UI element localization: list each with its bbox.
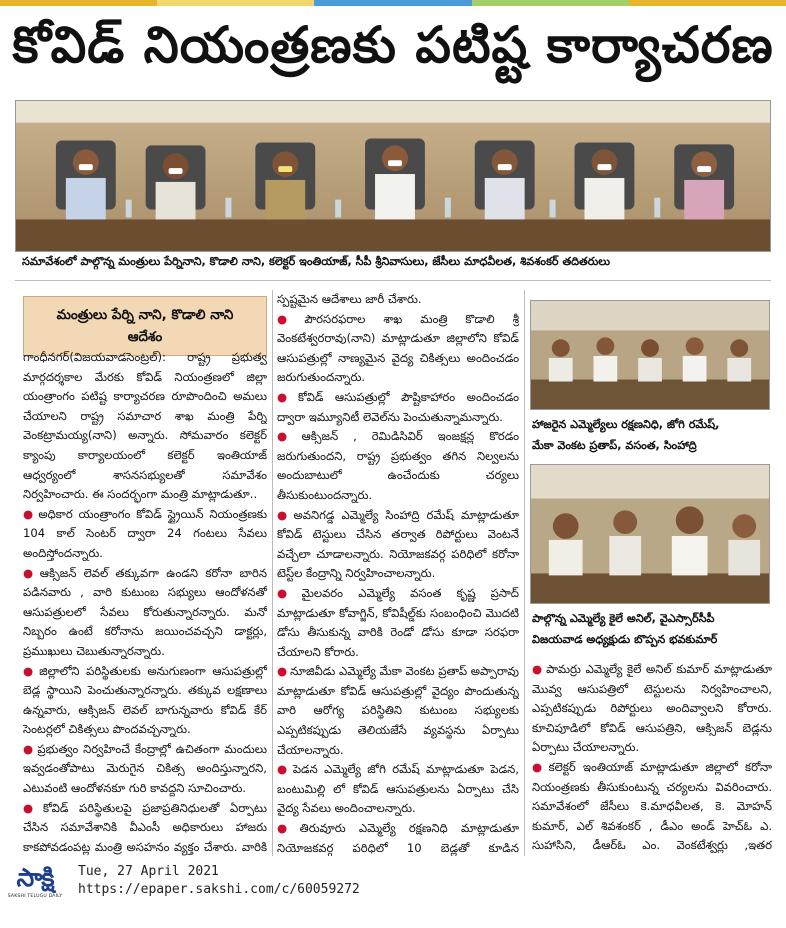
- article-paragraph: [277, 819, 519, 856]
- bullet-icon: ●: [277, 821, 297, 836]
- bullet-icon: ●: [277, 507, 291, 522]
- bullet-icon: ●: [277, 429, 299, 444]
- box-heading-line-2: ఆదేశం: [127, 329, 163, 345]
- box-heading: [23, 296, 267, 356]
- article-paragraph: [277, 427, 519, 505]
- meeting-photo-illustration: [16, 101, 770, 251]
- paragraph-text: ఆక్సిజన్ లెవల్ తక్కువగా ఉండని కరోనా బారిన పడినవారు , వారి కుటుంబ సభ్యులు ఆందోళనతో ఆసుపత్రులలో సేవలు కోరుతున్నారన్నారు. మనో నిబ్బరం ఉంటే కరోనాను జయించవచ్చని డాక్టర్లు, ప్రముఖులు చెబుతున్నారన్నారు.: [23, 565, 267, 658]
- article-paragraph: స్పష్టమైన ఆదేశాలు జారీ చేశారు.: [277, 292, 422, 306]
- paragraph-text: మైలవరం ఎమ్మెల్యే వసంత కృష్ణ ప్రసాద్ మాట్లాడుతూ కోవాగ్జిన్, కోవిషీల్డ్‌కు సంబంధించి మొదటి డోసు తీసుకున్న వారికి రెండో డోసు కూడా సరఫరా చేయాలని కోరారు.: [277, 585, 519, 659]
- mla-photo-2: [530, 464, 770, 604]
- article-paragraph: [277, 388, 519, 427]
- top-bar-segment: [472, 0, 629, 6]
- article-paragraph: గాంధీనగర్(విజయవాడసెంట్రల్): రాష్ట్ర ప్రభుత్వ మార్గదర్శకాల మేరకు కోవిడ్ నియంత్రణలో జిల్లా యంత్రాంగం పటిష్ట కార్యాచరణ రూపొందించి అమలు చేయాలని రాష్ట్ర సమాచార శాఖ మంత్రి పేర్ని వెంకట్రామయ్య(నాని) అన్నారు. సోమవారం కలెక్టర్ క్యాంపు కార్యాలయంలో కలెక్టర్ ఇంతియాజ్ ఆధ్వర్యంలో శాసనసభ్యులతో సమావేశం నిర్వహించారు. ఈ సందర్భంగా మంత్రి మాట్లాడుతూ..: [23, 350, 267, 502]
- column-divider: [272, 290, 273, 856]
- caption-line: విజయవాడ అధ్యక్షుడు బొప్పన భవకుమార్: [532, 633, 718, 646]
- paragraph-text: పౌరసరఫరాల శాఖ మంత్రి కొడాలి శ్రీ వెంకటేశ్వరరావు(నాని) మాట్లాడుతూ జిల్లాలోని కోవిడ్ ఆసుపత్రుల్లో నాణ్యమైన వైద్య చికిత్సలు అందించడం జరుగుతుందన్నారు.: [277, 311, 519, 385]
- mla-photo-1: [530, 300, 770, 410]
- footer: [0, 860, 786, 928]
- bullet-icon: ●: [23, 506, 36, 521]
- article-column-2: [277, 290, 519, 856]
- article-paragraph: [277, 662, 519, 760]
- article-column-3: [532, 660, 772, 856]
- article-paragraph: [277, 310, 519, 388]
- paragraph-text: ప్రభుత్వం నిర్వహించే కేంద్రాల్లో ఉచితంగా మందులు ఇవ్వడంతోపాటు మెరుగైన చికిత్స అందిస్తున్నారని, ఎటువంటి ఆందోళనకూ గురి కావద్దని సూచించారు.: [23, 741, 267, 796]
- bullet-icon: ●: [277, 762, 290, 777]
- article-paragraph: [277, 584, 519, 662]
- main-meeting-photo: [15, 100, 771, 252]
- paragraph-text: అవనిగడ్డ ఎమ్మెల్యే సింహాద్రి రమేష్ మాట్లాడుతూ కోవిడ్ టెస్టులు చేసిన తర్వాత రిపోర్టులు వెంటనే వచ్చేలా చూడాలన్నారు. నియోజకవర్గ పరిధిలో కరోనా టెస్ట్‌ల కేంద్రాన్ని నిర్వహించాలన్నారు.: [277, 507, 519, 581]
- caption-divider: [15, 280, 771, 281]
- paragraph-text: నూజివీడు ఎమ్మెల్యే మేకా వెంకట ప్రతాప్ అప్పారావు మాట్లాడుతూ కోవిడ్ ఆసుపత్రుల్లో వైద్యం పొందుతున్న వారి ఆరోగ్య పరిస్థితిని కుటుంబ సభ్యులకు ఎప్పటికప్పుడు తెలియజేసే వ్యవస్థను ఏర్పాటు చేయాలన్నారు.: [277, 664, 519, 757]
- bullet-icon: ●: [277, 585, 299, 600]
- bullet-icon: ●: [277, 389, 295, 404]
- article-paragraph: [23, 505, 267, 564]
- paragraph-text: కోవిడ్ ఆసుపత్రుల్లో పౌష్టికాహారం అందించడం ద్వారా ఇమ్యూనిటీ లెవెల్‌ను పెంచుతున్నామన్నారు.: [277, 389, 519, 424]
- mla-photo-1-caption: [532, 414, 772, 456]
- paragraph-text: జిల్లాలోని పరిస్థితులకు అనుగుణంగా ఆసుపత్రుల్లో బెడ్ల స్థాయిని పెంచుతున్నారన్నారు. తక్కువ లక్షణాలు ఉన్నవారు, ఆక్సిజన్ లెవల్ బాగున్నవారు కోవిడ్ కేర్ సెంటర్లలో చికిత్సలు పొందవచ్చన్నారు.: [23, 663, 267, 737]
- box-heading-line-1: మంత్రులు పేర్ని నాని, కొడాలి నాని: [56, 307, 234, 323]
- headline: [0, 12, 786, 90]
- mla-photo-1-illustration: [531, 301, 769, 409]
- bullet-icon: ●: [23, 800, 40, 815]
- top-bar-segment: [314, 0, 471, 6]
- paragraph-text: పామర్రు ఎమ్మెల్యే కైలే అనిల్ కుమార్ మాట్లాడుతూ మొవ్వ ఆసుపత్రిలో టెస్టులను నిర్వహించాలని, ఎప్పటికప్పుడు రిపోర్టులు అందివ్వాలని కోరారు. కూచిపూడిలో కోవిడ్ ఆసుపత్రిని, ఆక్సిజన్ బెడ్లను ఏర్పాటు చేయాలన్నారు.: [532, 662, 772, 755]
- column-divider: [524, 290, 525, 856]
- paragraph-text: కోవిడ్ పరిస్థితులపై ప్రజాప్రతినిధులతో ఏర్పాటు చేసిన సమావేశానికి వీఎంసీ అధికారులు హాజరు కాకపోవడంపట్ల మంత్రి అసహనం వ్యక్తం చేశారు. వారికి: [23, 800, 267, 854]
- article-paragraph: [23, 662, 267, 740]
- paragraph-text: కలెక్టర్ ఇంతియాజ్ మాట్లాడుతూ జిల్లాలో కరోనా నియంత్రణకు తీసుకుంటున్న చర్యలను వివరించారు. సమావేశంలో జేసీలు కె.మాధవీలత, కె. మోహన్ కుమార్, ఎల్ శివశంకర్ , డీఎం అండ్ హెచ్‌ఓ ఎ. సుహాసిని, డీఆర్‌ఓ ఎం. వెంకటేశ్వర్లు ,ఇతర: [532, 759, 772, 853]
- top-bar-segment: [0, 0, 157, 6]
- bullet-icon: ●: [23, 663, 37, 678]
- mla-photo-2-caption: [532, 608, 772, 650]
- top-color-bar: [0, 0, 786, 6]
- paragraph-text: అధికార యంత్రాంగం కోవిడ్ స్ట్రైయిన్ నియంత్రణకు 104 కాల్ సెంటర్ ద్వారా 24 గంటలు సేవలు అందిస్తోందన్నారు.: [23, 506, 267, 560]
- article-paragraph: [277, 506, 519, 584]
- headline-text: కోవిడ్ నియంత్రణకు పటిష్ట కార్యాచరణ: [12, 15, 774, 74]
- main-photo-caption: సమావేశంలో పాల్గొన్న మంత్రులు పేర్నినాని, కొడాలి నాని, కలెక్టర్ ఇంతియాజ్, సీపీ శ్రీనివాసులు, జేసీలు మాధవీలత, శివశంకర్ తదితరులు: [22, 255, 611, 268]
- top-bar-segment: [157, 0, 314, 6]
- paragraph-text: పెడన ఎమ్మెల్యే జోగి రమేష్ మాట్లాడుతూ పెడన, బంటుమిల్లి లో కోవిడ్ ఆసుపత్రులను ఏర్పాటు చేసి వైద్య సేవలు అందించాలన్నారు.: [277, 762, 519, 816]
- paragraph-text: ఆక్సిజన్ , రెమిడిసివిర్ ఇంజక్షన్ల కొరడం జరుగుతుందని, రాష్ట్ర ప్రభుత్వం తగిన నిల్వలను అందుబాటులో ఉంచేందుకు చర్యలు తీసుకుంటుందన్నారు.: [277, 429, 519, 502]
- bullet-icon: ●: [277, 664, 288, 679]
- article-paragraph: [23, 799, 267, 856]
- logo-tagline: SAKSHI TELUGU DAILY: [7, 894, 63, 899]
- top-bar-segment: [629, 0, 786, 6]
- bullet-icon: ●: [277, 311, 302, 326]
- sakshi-logo: [8, 862, 62, 908]
- article-paragraph: [23, 740, 267, 799]
- caption-line: మేకా వెంకట ప్రతాప్, వసంత, సింహాద్రి: [532, 439, 697, 452]
- article-paragraph: [23, 564, 267, 662]
- footer-date: Tue, 27 April 2021: [78, 864, 219, 879]
- paragraph-text: తిరువూరు ఎమ్మెల్యే రక్షణనిధి మాట్లాడుతూ నియోజకవర్గ పరిధిలో 10 బెడ్లతో కూడిన: [277, 821, 519, 855]
- article-paragraph: [277, 760, 519, 819]
- article-column-1: [23, 348, 267, 856]
- bullet-icon: ●: [23, 741, 35, 756]
- caption-line: హాజరైన ఎమ్మెల్యేలు రక్షణనిధి, జోగి రమేష్,: [532, 418, 720, 431]
- bullet-icon: ●: [532, 759, 546, 774]
- footer-url[interactable]: https://epaper.sakshi.com/c/60059272: [78, 882, 360, 897]
- caption-line: పాల్గొన్న ఎమ్మెల్యే కైలే అనిల్, వైఎస్సార్‌సీపీ: [532, 612, 715, 625]
- article-paragraph: [532, 660, 772, 758]
- logo-text: సాక్షి: [16, 863, 54, 892]
- bullet-icon: ●: [23, 565, 37, 580]
- mla-photo-2-illustration: [531, 465, 769, 603]
- article-paragraph: [532, 758, 772, 856]
- bullet-icon: ●: [532, 662, 544, 676]
